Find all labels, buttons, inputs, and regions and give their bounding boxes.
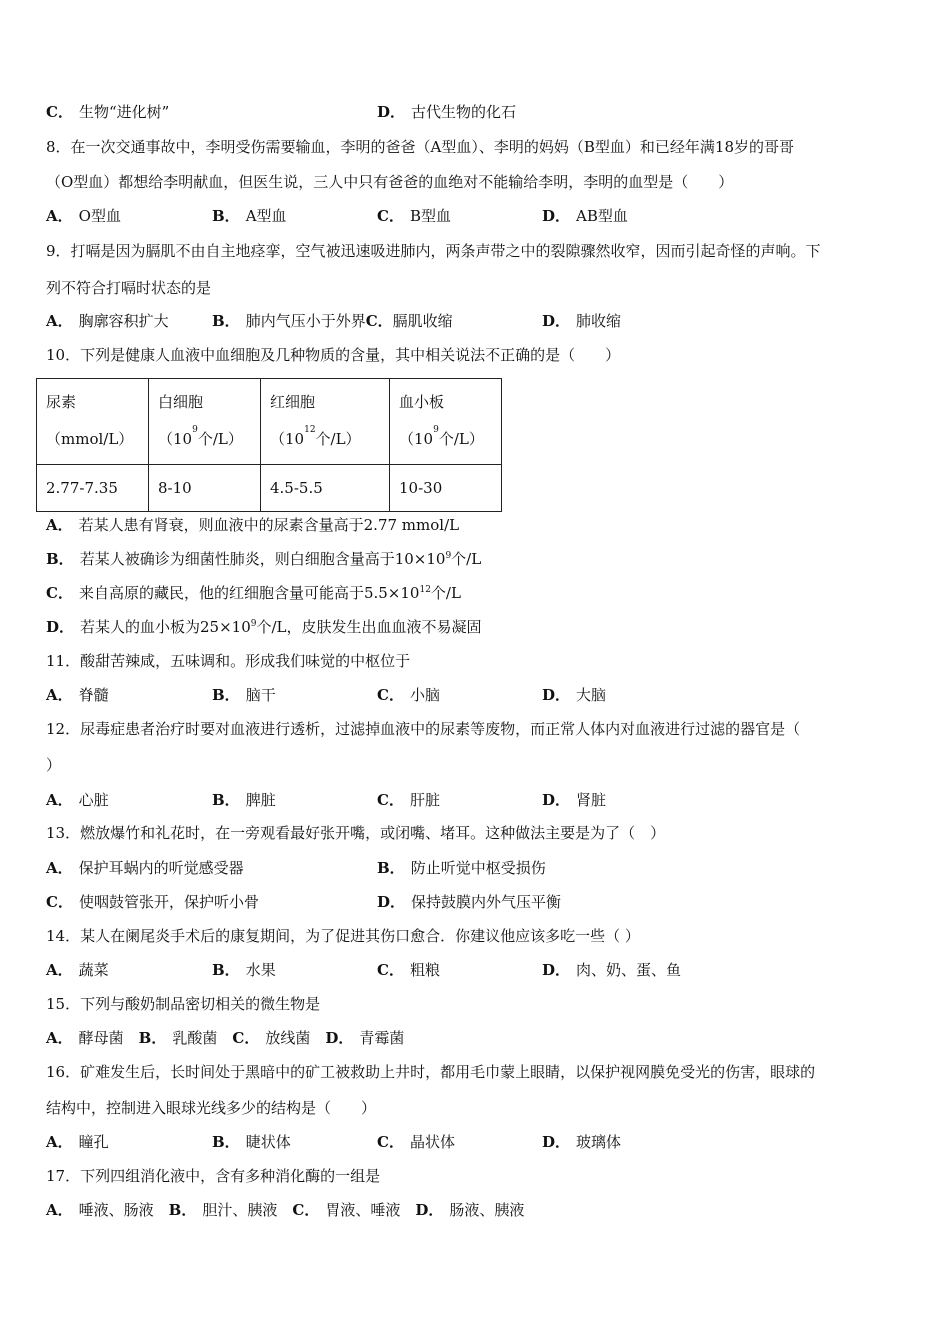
value-cell-platelet: 10-30	[390, 465, 502, 512]
q15-stem: 15．下列与酸奶制品密切相关的微生物是	[46, 995, 321, 1013]
q8-option-b: B． A型血	[212, 207, 287, 225]
q10-option-a: A． 若某人患有肾衰，则血液中的尿素含量高于2.77 mmol/L	[46, 516, 460, 534]
q16-option-d: D． 玻璃体	[542, 1133, 622, 1151]
q14-stem: 14．某人在阑尾炎手术后的康复期间，为了促进其伤口愈合．你建议他应该多吃一些（ ）	[46, 927, 640, 945]
value-cell-rbc: 4.5-5.5	[261, 465, 390, 512]
q12-option-c: C． 肝脏	[377, 791, 440, 809]
q8-option-d: D． AB型血	[542, 207, 628, 225]
header-cell-platelet: 血小板 （$10^9$个/L）	[390, 379, 502, 465]
q16-option-a: A． 瞳孔	[46, 1133, 109, 1151]
value-cell-wbc: 8-10	[149, 465, 261, 512]
q16-stem-line2: 结构中，控制进入眼球光线多少的结构是（ ）	[46, 1099, 377, 1117]
q8-stem-line2: （O型血）都想给李明献血，但医生说，三人中只有爸爸的血绝对不能输给李明，李明的血型是（ ）	[46, 173, 734, 191]
q15-options: A． 酵母菌 B． 乳酸菌 C． 放线菌 D． 青霉菌	[46, 1029, 405, 1047]
q16-option-b: B． 睫状体	[212, 1133, 291, 1151]
q10-stem: 10．下列是健康人血液中血细胞及几种物质的含量，其中相关说法不正确的是（ ）	[46, 346, 621, 364]
table-value-row	[37, 465, 502, 512]
q8-stem-line1: 8．在一次交通事故中，李明受伤需要输血，李明的爸爸（A型血）、李明的妈妈（B型血）和已经年满18岁的哥哥	[46, 138, 794, 156]
q17-stem: 17．下列四组消化液中，含有多种消化酶的一组是	[46, 1167, 381, 1185]
q16-option-c: C． 晶状体	[377, 1133, 455, 1151]
q16-stem-line1: 16．矿难发生后，长时间处于黑暗中的矿工被救助上井时，都用毛巾蒙上眼睛，以保护视网膜免受光的伤害，眼球的	[46, 1063, 816, 1081]
q12-stem-line1: 12．尿毒症患者治疗时要对血液进行透析，过滤掉血液中的尿素等废物，而正常人体内对血液进行过滤的器官是（	[46, 720, 801, 738]
q11-option-a: A． 脊髓	[46, 686, 109, 704]
value-cell-urea: 2.77-7.35	[37, 465, 149, 512]
q9-option-d: D． 肺收缩	[542, 312, 622, 330]
header-cell-wbc: 白细胞 （$10^9$个/L）	[149, 379, 261, 465]
q12-option-a: A． 心脏	[46, 791, 109, 809]
q7-option-c: C． 生物“进化树”	[46, 103, 170, 121]
q9-stem-line1: 9．打嗝是因为膈肌不由自主地痉挛，空气被迅速吸进肺内，两条声带之中的裂隙骤然收窄，因而引起奇怪的声响。下	[46, 242, 821, 260]
q9-option-b: B． 肺内气压小于外界C．膈肌收缩	[212, 312, 453, 330]
table-header-row	[37, 379, 502, 465]
q11-option-c: C． 小脑	[377, 686, 440, 704]
q14-option-d: D． 肉、奶、蛋、鱼	[542, 961, 682, 979]
q12-stem-line2: ）	[46, 756, 62, 774]
q10-option-b: B． 若某人被确诊为细菌性肺炎，则白细胞含量高于$10\times 10^9$个/L	[46, 550, 482, 568]
q12-option-d: D． 肾脏	[542, 791, 607, 809]
q11-option-b: B． 脑干	[212, 686, 276, 704]
q11-stem: 11．酸甜苦辣咸，五味调和。形成我们味觉的中枢位于	[46, 652, 411, 670]
q17-options: A． 唾液、肠液 B． 胆汁、胰液 C． 胃液、唾液 D． 肠液、胰液	[46, 1201, 525, 1219]
q13-option-a: A． 保护耳蜗内的听觉感受器	[46, 859, 244, 877]
q10-option-d: D． 若某人的血小板为$25\times 10^9$个/L，皮肤发生出血血液不易凝固	[46, 618, 482, 636]
q9-option-a: A． 胸廓容积扩大	[46, 312, 169, 330]
header-cell-rbc: 红细胞 （$10^{12}$个/L）	[261, 379, 390, 465]
q13-option-b: B． 防止听觉中枢受损伤	[377, 859, 546, 877]
q8-option-c: C． B型血	[377, 207, 451, 225]
q9-stem-line2: 列不符合打嗝时状态的是	[46, 279, 212, 297]
q14-option-a: A． 蔬菜	[46, 961, 109, 979]
blood-content-table	[36, 378, 502, 512]
q10-option-c: C． 来自高原的藏民，他的红细胞含量可能高于$5.5\times 10^{12}$个/L	[46, 584, 461, 602]
q12-option-b: B． 脾脏	[212, 791, 276, 809]
q13-stem: 13．燃放爆竹和礼花时，在一旁观看最好张开嘴，或闭嘴、堵耳。这种做法主要是为了（ ）	[46, 824, 666, 842]
q14-option-b: B． 水果	[212, 961, 276, 979]
q14-option-c: C． 粗粮	[377, 961, 440, 979]
q7-option-d: D． 古代生物的化石	[377, 103, 517, 121]
q13-option-d: D． 保持鼓膜内外气压平衡	[377, 893, 562, 911]
header-cell-urea: 尿素 （mmol/L）	[37, 379, 149, 465]
q13-option-c: C． 使咽鼓管张开，保护听小骨	[46, 893, 259, 911]
q11-option-d: D． 大脑	[542, 686, 607, 704]
q8-option-a: A． O型血	[46, 207, 121, 225]
